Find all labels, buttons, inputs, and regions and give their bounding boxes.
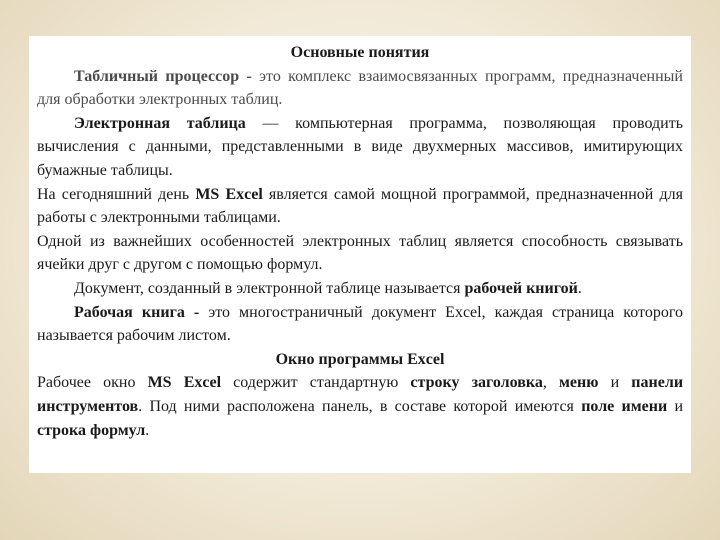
section-subtitle: Окно программы Excel (275, 350, 445, 368)
paragraph-workbook-intro: Документ, созданный в электронной таблице называется рабочей книгой. (74, 279, 582, 297)
paragraph-excel-window: Рабочее окно MS Excel содержит стандартную строку заголовка, меню и панели инструментов. Под ними расположена панель, в составе которой имеются поле имени и строка формул. (37, 374, 684, 439)
term-ms-excel: MS Excel (195, 185, 263, 203)
term-workbook: рабочей книгой (464, 279, 578, 297)
paragraph-spreadsheet: Электронная таблица — компьютерная программа, позволяющая проводить вычисления с данными, представленными в виде двухмерных массивов, имитирующих бумажные таблицы. (37, 114, 683, 179)
term-spreadsheet: Электронная таблица (74, 114, 246, 132)
paragraph-ms-excel: На сегодняшний день MS Excel является самой мощной программой, предназначенной для работы с электронными таблицами. (37, 185, 683, 227)
paragraph-workbook-definition: Рабочая книга - это многостраничный документ Excel, каждая страница которого называется рабочим листом. (37, 303, 684, 345)
term-workbook-definition: Рабочая книга - (74, 303, 200, 321)
term-spreadsheet-processor: Табличный процессор - (74, 67, 252, 85)
slide-text-panel (29, 36, 691, 473)
paragraph-formulas: Одной из важнейших особенностей электронных таблиц является способность связывать ячейки друг с другом с помощью формул. (37, 232, 683, 274)
section-title: Основные понятия (290, 44, 430, 61)
paragraph-spreadsheet-processor: Табличный процессор - это комплекс взаимосвязанных программ, предназначенный для обработки электронных таблиц. (37, 67, 683, 109)
